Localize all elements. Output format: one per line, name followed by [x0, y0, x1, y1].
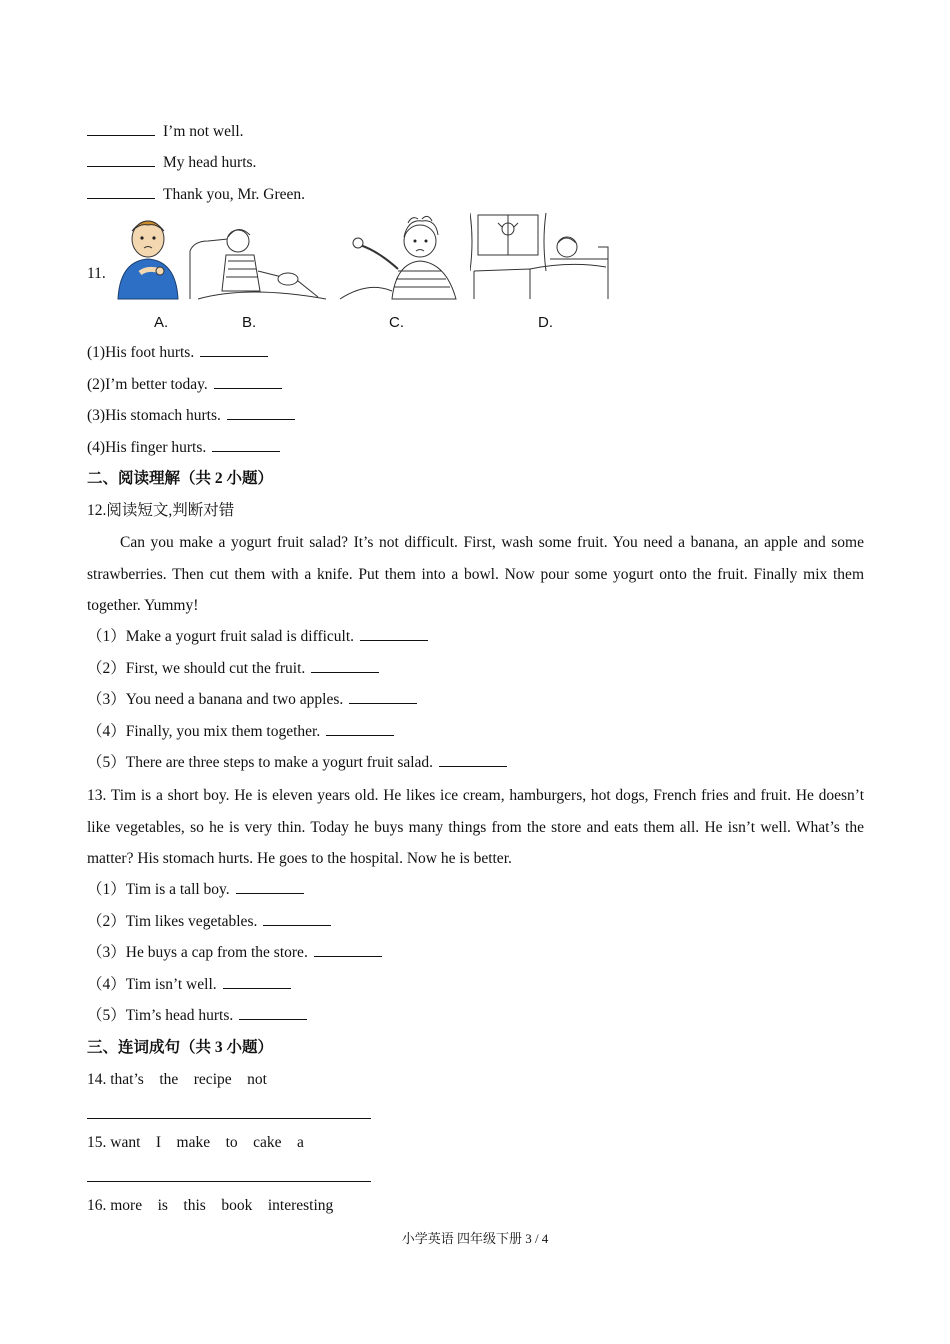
answer-blank[interactable] — [214, 375, 282, 389]
q12-passage: Can you make a yogurt fruit salad? It’s not difficult. First, wash some fruit. You need a banana, an apple and some strawberries. Then cut them with a knife. Put them into a bowl. Now pour some yogurt onto the fruit. Finally mix them together. Yummy! — [87, 534, 864, 615]
q12-item-4: （4）Finally, you mix them together. — [87, 722, 394, 742]
q13-item-3: （3）He buys a cap from the store. — [87, 943, 382, 963]
page-footer: 小学英语 四年级下册 3 / 4 — [401, 1231, 549, 1246]
q12-item-3: （3）You need a banana and two apples. — [87, 690, 417, 710]
answer-blank[interactable] — [87, 153, 155, 167]
answer-line[interactable] — [87, 1181, 371, 1182]
picture-label-b: B. — [242, 314, 257, 331]
q12-item-5: （5）There are three steps to make a yogurt fruit salad. — [87, 753, 507, 773]
answer-blank[interactable] — [200, 343, 268, 357]
q11-item-1: (1)His foot hurts. — [87, 343, 268, 363]
answer-blank[interactable] — [263, 912, 331, 926]
answer-line[interactable] — [87, 1118, 371, 1119]
q11-item-4: (4)His finger hurts. — [87, 438, 280, 458]
answer-blank[interactable] — [227, 406, 295, 420]
match-row-1: I’m not well. — [87, 122, 244, 142]
q12-title: 12.阅读短文,判断对错 — [87, 502, 235, 519]
match-row-3: Thank you, Mr. Green. — [87, 185, 305, 205]
q14-words: 14. that’s the recipe not — [87, 1071, 267, 1088]
answer-blank[interactable] — [349, 690, 417, 704]
q11-item-3: (3)His stomach hurts. — [87, 406, 295, 426]
answer-blank[interactable] — [360, 627, 428, 641]
answer-blank[interactable] — [212, 438, 280, 452]
picture-c-boy-stomach — [338, 211, 464, 301]
answer-blank[interactable] — [239, 1006, 307, 1020]
answer-blank[interactable] — [326, 722, 394, 736]
answer-blank[interactable] — [236, 880, 304, 894]
q11-item-2: (2)I’m better today. — [87, 375, 282, 395]
answer-blank[interactable] — [223, 975, 291, 989]
q12-item-1: （1）Make a yogurt fruit salad is difficult. — [87, 627, 428, 647]
picture-label-d: D. — [538, 314, 553, 331]
q11-number: 11. — [87, 265, 106, 282]
picture-d-boy-in-bed-window — [470, 211, 610, 301]
picture-label-c: C. — [389, 314, 404, 331]
picture-a-boy-holding-finger — [110, 211, 186, 301]
answer-blank[interactable] — [439, 753, 507, 767]
answer-blank[interactable] — [87, 185, 155, 199]
q13-item-2: （2）Tim likes vegetables. — [87, 912, 331, 932]
q13-passage: 13. Tim is a short boy. He is eleven years old. He likes ice cream, hamburgers, hot dogs, French fries and fruit. He doesn’t like vegetables, so he is very thin. Today he buys many things from the store and eats them all. He isn’t well. What’s the matter? His stomach hurts. He goes to the hospital. Now he is better. — [87, 787, 864, 868]
picture-label-a: A. — [154, 314, 169, 331]
q15-words: 15. want I make to cake a — [87, 1134, 304, 1151]
answer-blank[interactable] — [87, 122, 155, 136]
q12-item-2: （2）First, we should cut the fruit. — [87, 659, 379, 679]
answer-blank[interactable] — [311, 659, 379, 673]
q13-item-1: （1）Tim is a tall boy. — [87, 880, 304, 900]
q13-item-5: （5）Tim’s head hurts. — [87, 1006, 307, 1026]
section-heading-reading: 二、阅读理解（共 2 小题） — [87, 470, 274, 487]
q13-item-4: （4）Tim isn’t well. — [87, 975, 291, 995]
section-heading-word-order: 三、连词成句（共 3 小题） — [87, 1039, 274, 1056]
answer-blank[interactable] — [314, 943, 382, 957]
q16-words: 16. more is this book interesting — [87, 1197, 334, 1214]
picture-b-boy-in-bed-foot — [188, 211, 328, 301]
match-row-2: My head hurts. — [87, 153, 256, 173]
